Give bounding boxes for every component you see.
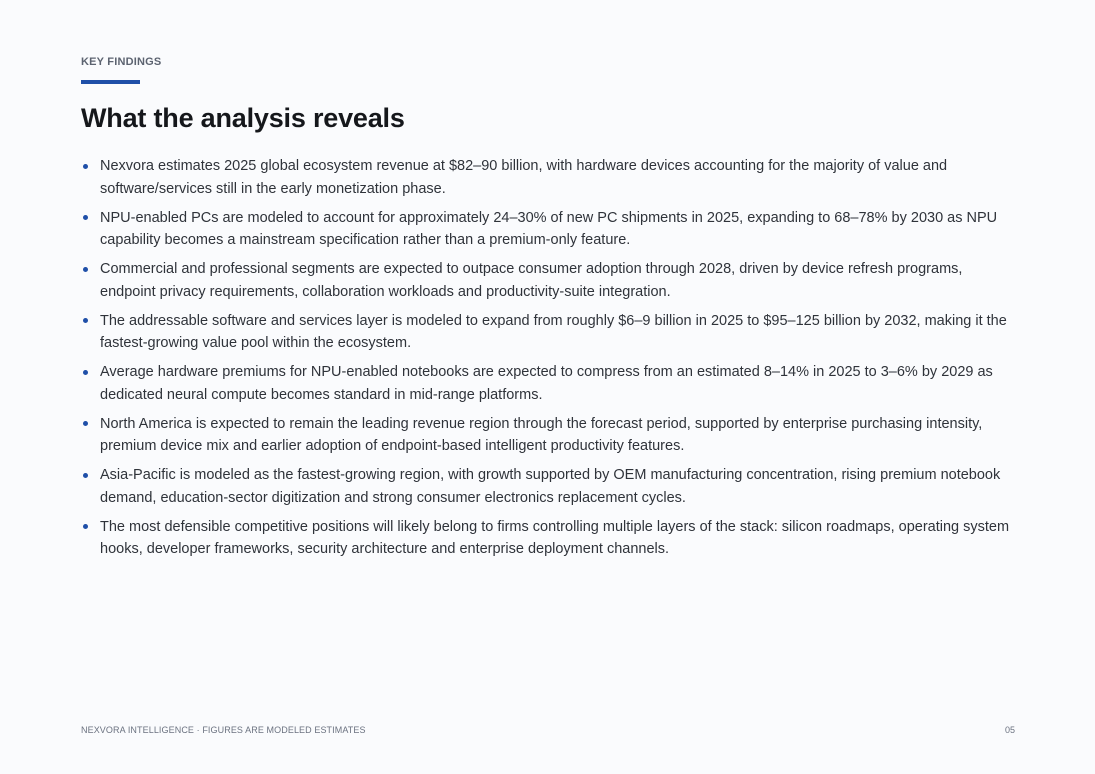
bullet-icon bbox=[83, 318, 88, 323]
bullet-icon bbox=[83, 473, 88, 478]
section-eyebrow: KEY FINDINGS bbox=[81, 56, 162, 68]
finding-text: The addressable software and services layer is modeled to expand from roughly $6–9 billion in 2025 to $95–125 billion by 2032, making it the fastest-growing value pool within the ecosystem. bbox=[100, 312, 1007, 351]
bullet-icon bbox=[83, 524, 88, 529]
finding-text: Asia-Pacific is modeled as the fastest-growing region, with growth supported by OEM manufacturing concentration, rising premium notebook demand, education-sector digitization and strong consumer electronics replacement cycles. bbox=[100, 467, 1001, 506]
finding-text: Average hardware premiums for NPU-enabled notebooks are expected to compress from an estimated 8–14% in 2025 to 3–6% by 2029 as dedicated neural compute becomes standard in mid-range platforms. bbox=[100, 364, 993, 403]
finding-item bbox=[81, 464, 1015, 509]
finding-item bbox=[81, 310, 1015, 355]
bullet-icon bbox=[83, 215, 88, 220]
finding-item bbox=[81, 361, 1015, 406]
bullet-icon bbox=[83, 164, 88, 169]
footer-source-note: NEXVORA INTELLIGENCE · FIGURES ARE MODELED ESTIMATES bbox=[81, 725, 366, 735]
finding-item bbox=[81, 516, 1015, 561]
finding-item bbox=[81, 207, 1015, 252]
finding-item bbox=[81, 155, 1015, 200]
finding-text: NPU-enabled PCs are modeled to account for approximately 24–30% of new PC shipments in 2025, expanding to 68–78% by 2030 as NPU capability becomes a mainstream specification rather than a premium-only feature. bbox=[100, 209, 998, 248]
findings-list bbox=[81, 155, 1015, 567]
finding-item bbox=[81, 258, 1015, 303]
finding-text: Nexvora estimates 2025 global ecosystem revenue at $82–90 billion, with hardware devices accounting for the majority of value and software/services still in the early monetization phase. bbox=[100, 158, 948, 197]
finding-text: North America is expected to remain the leading revenue region through the forecast period, supported by enterprise purchasing intensity, premium device mix and earlier adoption of endpoint-based intelligent productivity features. bbox=[100, 415, 983, 454]
finding-text: Commercial and professional segments are expected to outpace consumer adoption through 2028, driven by device refresh programs, endpoint privacy requirements, collaboration workloads and productivity-suite integration. bbox=[100, 261, 963, 300]
finding-item bbox=[81, 413, 1015, 458]
accent-divider bbox=[81, 80, 140, 84]
bullet-icon bbox=[83, 267, 88, 272]
page-number: 05 bbox=[1004, 725, 1015, 735]
finding-text: The most defensible competitive positions will likely belong to firms controlling multiple layers of the stack: silicon roadmaps, operating system hooks, developer frameworks, security architecture and enterprise deployment channels. bbox=[100, 518, 1010, 557]
bullet-icon bbox=[83, 370, 88, 375]
bullet-icon bbox=[83, 421, 88, 426]
report-page bbox=[81, 0, 1015, 774]
page-title: What the analysis reveals bbox=[81, 103, 405, 133]
